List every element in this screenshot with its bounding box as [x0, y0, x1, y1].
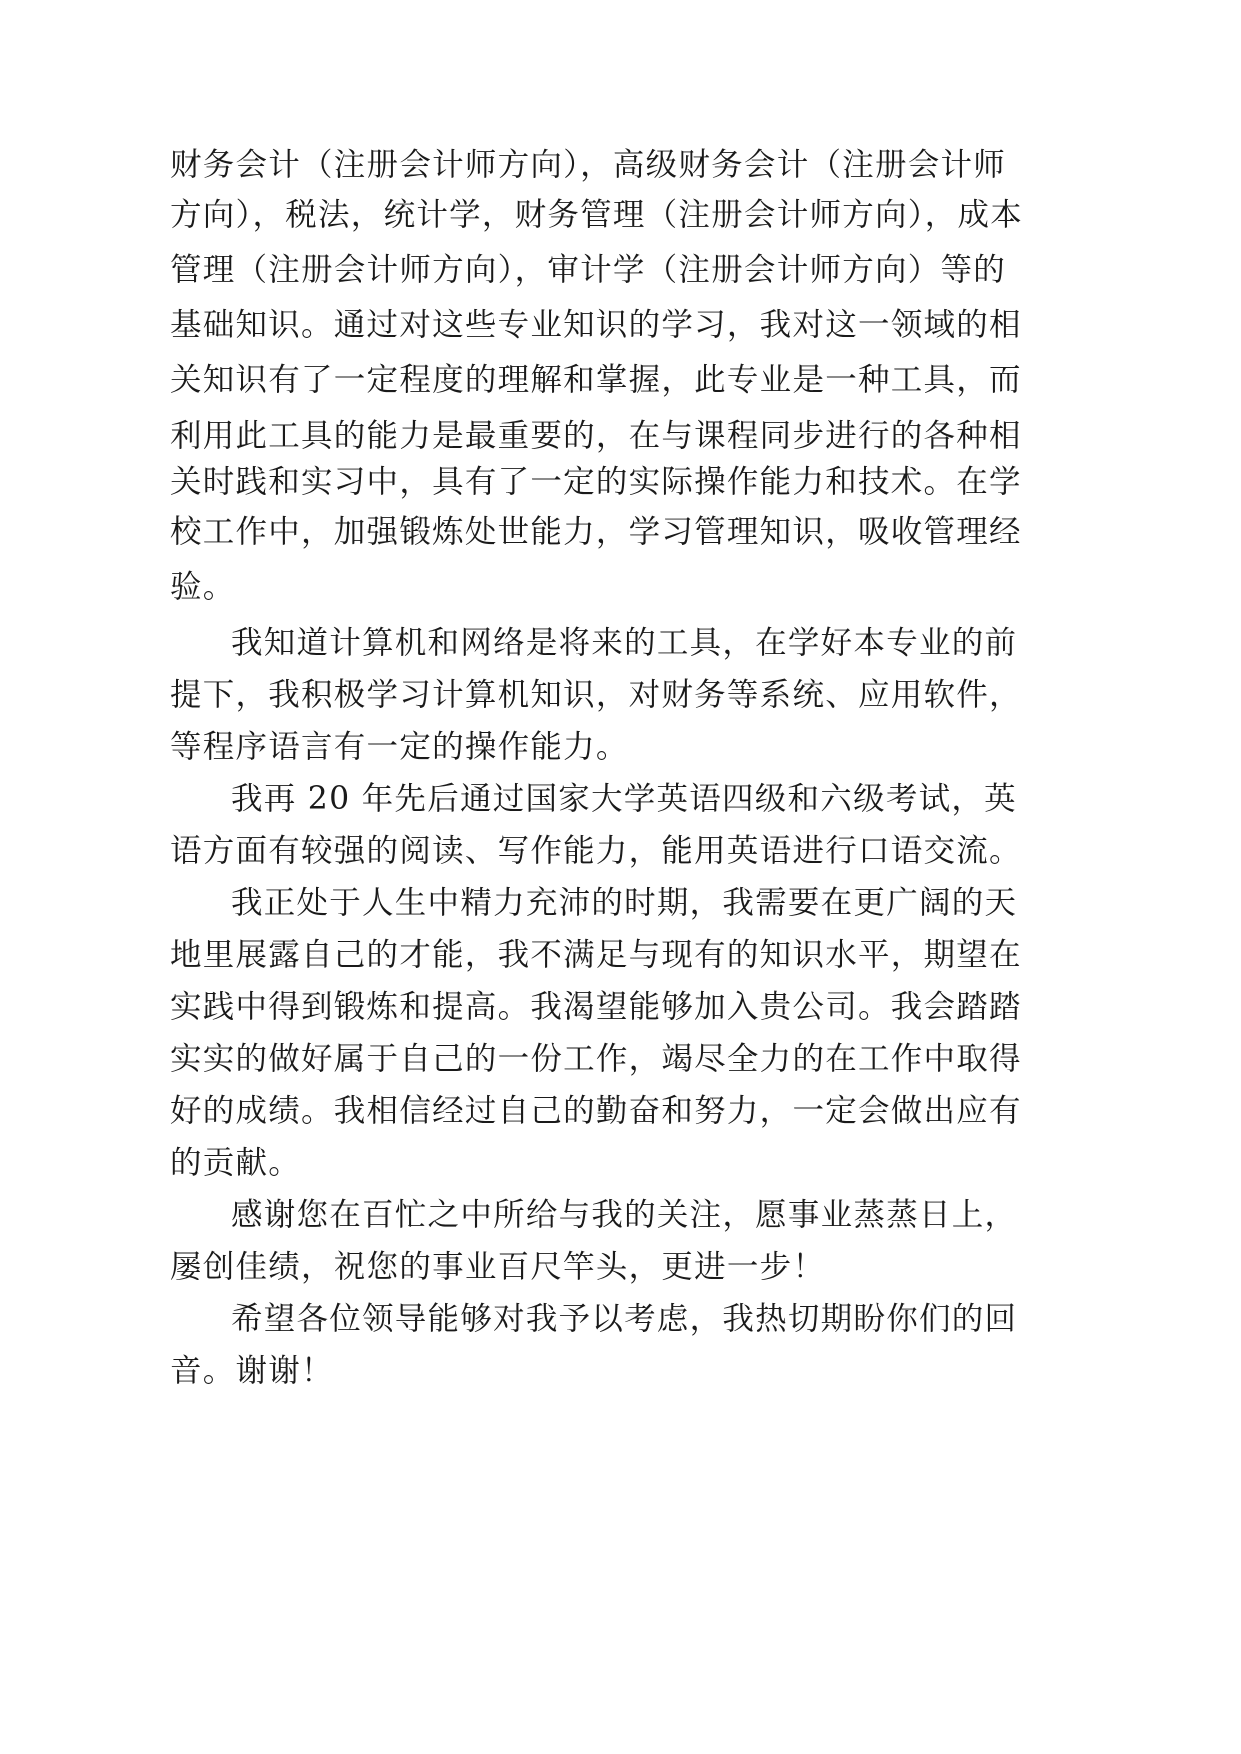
text-line: 管理（注册会计师方向），审计学（注册会计师方向）等的	[170, 252, 1007, 288]
text-line: 关时践和实习中，具有了一定的实际操作能力和技术。在学	[170, 464, 1022, 500]
text-line: 的贡献。	[170, 1145, 302, 1181]
text-line: 实践中得到锻炼和提高。我渴望能够加入贵公司。我会踏踏	[170, 989, 1022, 1025]
text-line: 校工作中，加强锻炼处世能力，学习管理知识，吸收管理经	[170, 514, 1022, 550]
paragraph-first-line: 希望各位领导能够对我予以考虑，我热切期盼你们的回	[231, 1301, 1018, 1337]
paragraph-first-line: 我再 20 年先后通过国家大学英语四级和六级考试，英	[231, 781, 1017, 817]
text-line: 提下，我积极学习计算机知识，对财务等系统、应用软件，	[170, 677, 1022, 713]
text-line: 屡创佳绩，祝您的事业百尺竿头，更进一步！	[170, 1249, 826, 1285]
text-line: 等程序语言有一定的操作能力。	[170, 729, 629, 765]
text-line: 财务会计（注册会计师方向），高级财务会计（注册会计师	[170, 147, 1007, 183]
text-line: 利用此工具的能力是最重要的，在与课程同步进行的各种相	[170, 418, 1022, 454]
text-line: 地里展露自己的才能，我不满足与现有的知识水平，期望在	[170, 937, 1022, 973]
text-line: 实实的做好属于自己的一份工作，竭尽全力的在工作中取得	[170, 1041, 1022, 1077]
text-line: 方向），税法，统计学，财务管理（注册会计师方向），成本	[170, 197, 1024, 233]
paragraph-first-line: 感谢您在百忙之中所给与我的关注，愿事业蒸蒸日上，	[231, 1197, 1018, 1233]
text-line: 音。谢谢！	[170, 1353, 334, 1389]
paragraph-first-line: 我知道计算机和网络是将来的工具，在学好本专业的前	[231, 625, 1018, 661]
paragraph-first-line: 我正处于人生中精力充沛的时期，我需要在更广阔的天	[231, 885, 1018, 921]
text-line: 关知识有了一定程度的理解和掌握，此专业是一种工具，而	[170, 362, 1022, 398]
text-line: 基础知识。通过对这些专业知识的学习，我对这一领域的相	[170, 307, 1022, 343]
text-line: 语方面有较强的阅读、写作能力，能用英语进行口语交流。	[170, 833, 1022, 869]
text-line: 好的成绩。我相信经过自己的勤奋和努力，一定会做出应有	[170, 1093, 1022, 1129]
text-line: 验。	[170, 569, 236, 605]
